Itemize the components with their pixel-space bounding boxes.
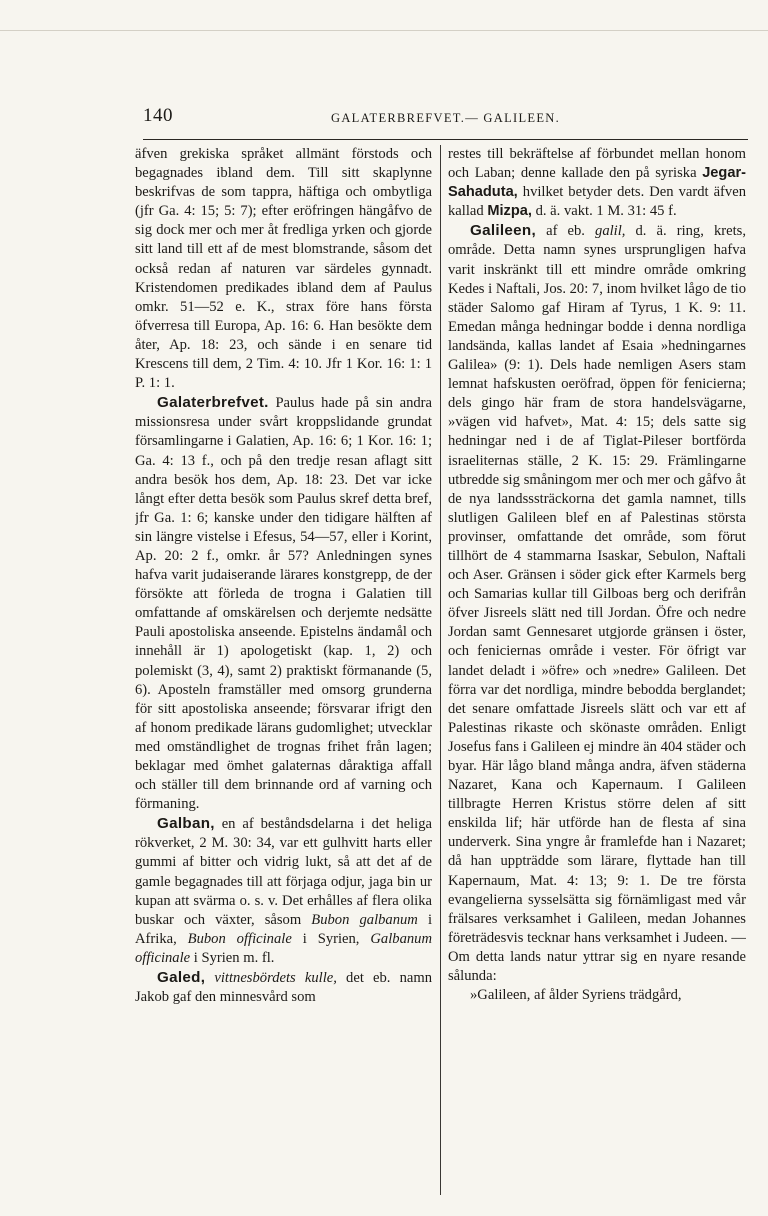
gloss: vittnesbördets kulle,	[214, 970, 337, 987]
entry-text: i Syrien m. fl.	[193, 949, 275, 966]
entry-galban	[135, 814, 432, 968]
entry-text: Paulus hade på sin andra missionsresa under svårt kroppslidande grundat församlingarne i Galatien, Ap. 16: 6; 1 Kor. 16: 1; Ga. 4: 13 f., och på den tredje resan aflagt sitt andra besök hos dem, Ap. 18: 23. Det var icke långt efter detta besök som Paulus skref detta bref, jfr Ga. 1: 6; kanske under den tidigare hälften af sin längre vistelse i Efesus, 54—57, eller i Korint, Ap. 20: 2 f., omkr. år 57? Anledningen synes hafva varit judaiserande lärares konstgrepp, de der försökte att förleda de trogna i Galatien till omfattande af omskärelsen och derjemte nedsätte Pauli apostoliska anseende. Epistelns ändamål och innehåll är 1) apologetiskt (kap. 1, 2) och polemiskt (3, 4), samt 2) praktiskt förmanande (5, 6). Aposteln framställer med omsorg grunderna för sitt apostoliska anseende; försvarar ifrigt den af honom predikade lärans gudomlighet; utvecklar med omständlighet de trognas frihet från lagen; beklagar med ömhet galaternas dåraktiga affall och ställer till dem brinnande ord af varning och förmaning.	[135, 395, 432, 813]
entry-text: hvilket betyder dets. Den vardt äfven kallad	[448, 184, 746, 220]
entry-text: en af beståndsdelarna i det heliga rökverket, 2 M. 30: 34, var ett gulhvitt harts eller gummi af bitter och vidrig lukt, så att det af de gamle begagnades till att förjaga odjur, jaga bin ur kupan att svärma o. s. v. Det erhålles af flera olika buskar och växter, såsom	[135, 816, 432, 928]
headword-galileen: Galileen,	[470, 222, 537, 240]
entry-text: i Syrien,	[302, 930, 360, 947]
entry-galed	[135, 968, 432, 1007]
headword-galban: Galban,	[157, 815, 215, 833]
continued-paragraph: äfven grekiska språket allmänt förstods och begagnades ibland dem. Till sitt skaplynne beskrifvas de som tappra, häftiga och ombytliga (jfr Ga. 4: 15; 5: 7); efter eröfringen hängåfvo de sig dock mer och mer åt fredliga yrken och gjorde sitt land till ett af de mest blomstrande, såsom det också redan af naturen var särdeles gynnadt. Kristendomen predikades ibland dem af Paulus omkr. 51—52 e. K., strax före hans första öfverresa till Europa, Ap. 16: 6. Han besökte dem åter, Ap. 18: 23, och sände i en senare tid Krescens till dem, 2 Tim. 4: 10. Jfr 1 Kor. 16: 1: 1 P. 1: 1.	[135, 146, 432, 392]
term-jegar-sahaduta: Jegar-Sahaduta,	[448, 165, 746, 201]
continued-paragraph	[448, 145, 746, 221]
latin-name: Galbanum officinale	[135, 930, 432, 966]
entry-text: d. ä. ring, krets, område. Detta namn synes ursprungligen hafva varit inskränkt till ett mindre område omkring Kedes i Naftali, Jos. 20: 7, inom hvilket lågo de tio städer Salomo gaf Hiram af Tyrus, 1 K. 9: 11. Emedan många hedningar bodde i denna nordliga landsända, kallas landet af Esaia »hedningarnes Galilea» (9: 1). Dels hade nemligen Asers stam lemnat hafskusten oeröfrad, öppen för fenicierna; dels gingo här fram de stora handelsvägarne, »vägen vid hafvet», Mat. 4: 15; dels satte sig hedningar ned i de af Tiglat-Pileser bortförda israeliternas ställe, 2 K. 15: 29. Främlingarne utbredde sig småningom mer och mer och gåfvo åt de nya landsssträckorna det gamla namnet, tills slutligen Galileen blef en af Palestinas största provinser, omfattande det område, som förut tillhört de 4 stammarna Isaskar, Sebulon, Naftali och Aser. Gränsen i söder gick efter Karmels berg och Samarias kullar till Gilboas berg och derifrån öfver Jisreels slätt ned till Jordan. Öfre och nedre Jordan samt Gennesaret utgjorde gränsen i öster, och feniciernas område i vester. För öfrigt var landet deladt i »öfre» och »nedre» Galileen. Det förra var det nordliga, mindre bebodda berglandet; det senare omfattade Jisreels slätt och var ett af Palestinas rikaste och skönaste områden. Enligt Josefus fans i Galileen ej mindre än 404 städer och byar. Här lågo bland många andra, äfven städerna Nazaret, Kana och Kapernaum. I Galileen tillbragte Herren Kristus större delen af sitt enskilda lif; här utförde han de flesta af sina underverk. Sina yngre år framlefde han i Nazaret; då han uppträdde som lärare, flyttade han till Kapernaum, Mat. 4: 13; 9: 1. De tre första evangelierna sysselsätta sig förnämligast med vår frälsares verksamhet i Galileen, medan Johannes företrädesvis tecknar hans verksamhet i Judeen. — Om detta lands natur yttrar sig en nyare resande sålunda:	[448, 223, 746, 985]
latin-name: Bubon galbanum	[311, 911, 418, 928]
entry-text: d. ä. vakt. 1 M. 31: 45 f.	[535, 203, 677, 220]
term-mizpa: Mizpa,	[487, 203, 532, 220]
entry-text: i Afrika,	[135, 911, 432, 947]
etymology: galil,	[595, 223, 626, 240]
scan-edge-line	[0, 30, 768, 31]
quote-line: »Galileen, af ålder Syriens trädgård,	[470, 987, 682, 1004]
entry-text: restes till bekräftelse af förbundet mellan honom och Laban; denne kallade den på syriska	[448, 146, 746, 182]
page-header	[143, 103, 747, 133]
running-head: GALATERBREFVET.— GALILEEN.	[331, 111, 561, 125]
entry-galileen	[448, 221, 746, 986]
headword-galed: Galed,	[157, 969, 206, 987]
latin-name: Bubon officinale	[187, 930, 292, 947]
entry-text: af eb.	[546, 223, 585, 240]
right-column	[448, 145, 746, 1205]
entry-text: det eb. namn Jakob gaf den minnesvård som	[135, 970, 432, 1006]
headword-galaterbrefvet: Galaterbrefvet.	[157, 394, 269, 412]
page-number: 140	[143, 105, 173, 126]
entry-galaterbrefvet	[135, 393, 432, 814]
left-column	[135, 145, 432, 1205]
header-rule	[143, 139, 748, 140]
column-divider	[440, 145, 441, 1195]
